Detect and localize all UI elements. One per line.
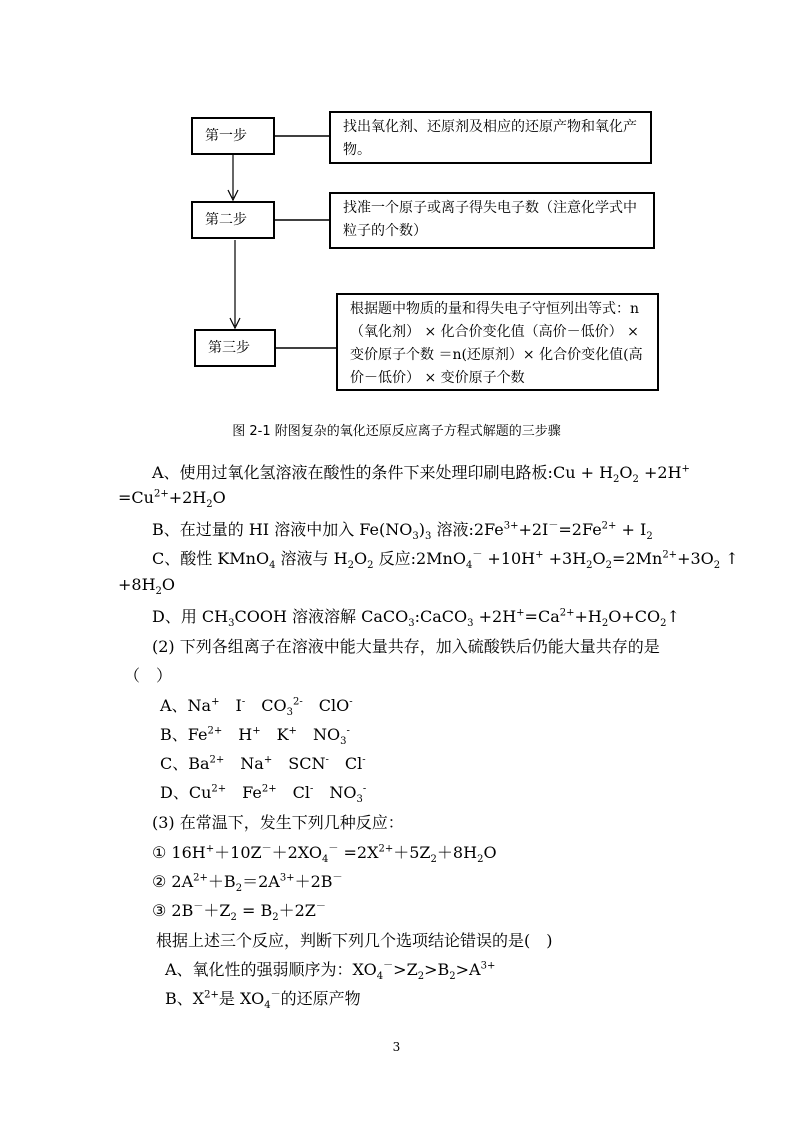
- text-line: $+8H_2O$: [118, 575, 176, 598]
- reaction-3: ③ $2B^-+Z_2 = B_2+2Z^-$: [152, 901, 326, 924]
- step-3-label: 第三步: [208, 340, 250, 356]
- option-d: D、$Cu^{2+}$ $Fe^{2+}$ Cl- $NO_3^-$: [160, 783, 367, 806]
- question-2: (2) 下列各组离子在溶液中能大量共存，加入硫酸铁后仍能大量共存的是: [152, 637, 660, 656]
- q3-option-a: A、氧化性的强弱顺序为：$XO_4^->Z_2>B_2>A^{3+}$: [165, 960, 496, 983]
- text-line: B、在过量的 HI 溶液中加入 $Fe(NO_3)_3$ 溶液$:2Fe^{3+}+2I^-=2Fe^{2+} + I_2$: [152, 520, 653, 543]
- option-a: A、Na+ I- $CO_3^{2-}$ ClO-: [160, 696, 353, 719]
- page-number: 3: [392, 1040, 401, 1054]
- option-c: C、$Ba^{2+}$ Na+ SCN- Cl-: [160, 754, 366, 773]
- step-2-label: 第二步: [205, 212, 247, 228]
- text-line: A、使用过氧化氢溶液在酸性的条件下来处理印刷电路板:Cu + $H_2O_2 +2H^+$: [152, 463, 690, 486]
- step-3-box: [194, 329, 276, 367]
- figure-caption: 图 2-1 附图复杂的氧化还原反应离子方程式解题的三步骤: [232, 424, 561, 439]
- text-line: D、用 $CH_3COOH$ 溶液溶解 CaCO$_3$:CaCO$_3$ $+2H^+=Ca^{2+}+H_2O+CO_2↑$: [152, 607, 680, 630]
- text-line: C、酸性 KMnO$_4$ 溶液与 $H_2O_2$ 反应:2MnO$_4$－ $+10H^+ +3H_2O_2=2Mn^{2+}+3O_2$ ↑: [152, 549, 739, 572]
- step-2-description-text: 找准一个原子或离子得失电子数（注意化学式中粒子的个数）: [343, 200, 637, 239]
- step-3-description: [336, 293, 659, 391]
- step-3-description-text: 根据题中物质的量和得失电子守恒列出等式：n（氧化剂） × 化合价变化值（高价－低价） × 变价原子个数 ＝n(还原剂）× 化合价变化值(高价－低价） × 变价原子个数: [350, 301, 643, 386]
- step-2-box: [191, 201, 275, 239]
- answer-blank: （ ）: [124, 666, 173, 685]
- step-1-label: 第一步: [205, 128, 247, 144]
- q3-option-b: B、$X^{2+}$是 $XO_4^-$的还原产物: [165, 989, 361, 1012]
- option-b: B、$Fe^{2+}$ H+ K+ $NO_3^-$: [160, 725, 350, 748]
- step-2-description: [329, 192, 655, 249]
- question-3-prompt: 根据上述三个反应，判断下列几个选项结论错误的是( ): [156, 931, 553, 950]
- step-1-box: [191, 117, 275, 155]
- text-line: $=Cu^{2+}+2H_2O$: [118, 488, 226, 511]
- reaction-2: ② $2A^{2+}+B_2=2A^{3+}+2B^-$: [152, 872, 343, 895]
- question-3: (3) 在常温下，发生下列几种反应：: [152, 813, 404, 832]
- step-1-description-text: 找出氧化剂、还原剂及相应的还原产物和氧化产物。: [343, 119, 637, 158]
- reaction-1: ① $16H^++10Z^-+2XO_4^- =2X^{2+}+5Z_2+8H_2O$: [152, 843, 497, 866]
- step-1-description: [329, 111, 652, 164]
